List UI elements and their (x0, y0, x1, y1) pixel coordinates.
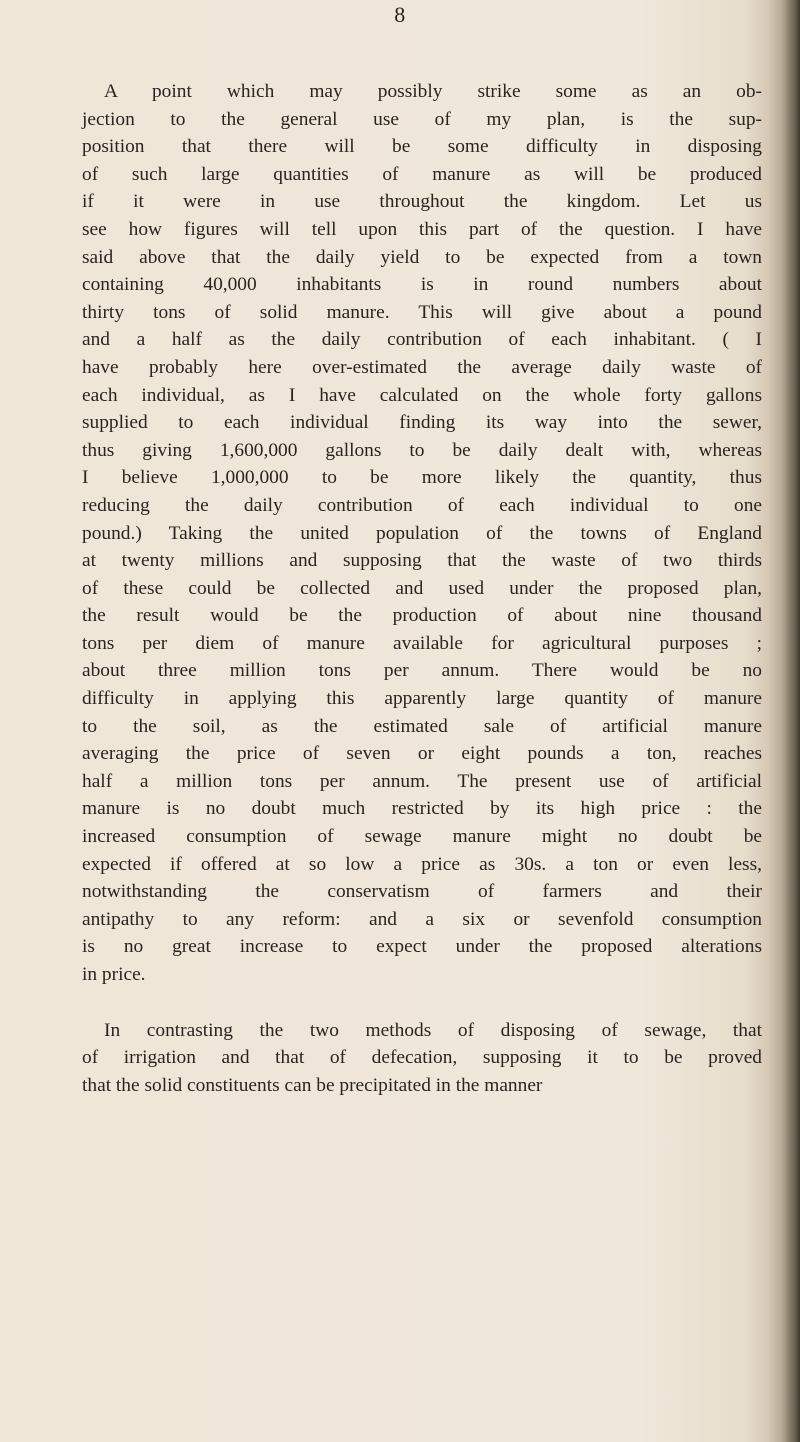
book-gutter-shadow (768, 0, 800, 1442)
text-line: containing 40,000 inhabitants is in round numbers about (82, 274, 762, 296)
text-line: thirty tons of solid manure. This will give about a pound (82, 301, 762, 323)
text-line: increased consumption of sewage manure might no doubt be (82, 826, 762, 848)
text-line: In contrasting the two methods of disposing of sewage, that (104, 1019, 762, 1041)
text-line: averaging the price of seven or eight pounds a ton, reaches (82, 743, 762, 765)
text-line: antipathy to any reform: and a six or sevenfold consumption (82, 908, 762, 930)
text-line: A point which may possibly strike some as an ob- (104, 81, 762, 102)
text-line: notwithstanding the conservatism of farmers and their (82, 881, 762, 903)
text-line: at twenty millions and supposing that the waste of two thirds (82, 550, 762, 572)
text-line: said above that the daily yield to be expected from a town (82, 246, 762, 268)
text-line: is no great increase to expect under the proposed alterations (82, 936, 762, 958)
text-line: that the solid constituents can be precipitated in the manner (82, 1074, 543, 1096)
text-line: pound.) Taking the united population of the towns of England (82, 522, 762, 544)
page-number: 8 (394, 2, 406, 27)
text-line: and a half as the daily contribution of each inhabitant. ( I (82, 329, 762, 351)
text-line: supplied to each individual finding its way into the sewer, (82, 412, 762, 434)
text-line: in price. (82, 964, 146, 985)
text-line: I believe 1,000,000 to be more likely the quantity, thus (82, 467, 762, 489)
text-line: about three million tons per annum. There would be no (82, 660, 762, 682)
paragraph (82, 78, 762, 989)
text-line: to the soil, as the estimated sale of artificial manure (82, 715, 762, 737)
paragraph (82, 1017, 762, 1100)
text-line: the result would be the production of about nine thousand (82, 605, 762, 627)
text-line: of irrigation and that of defecation, supposing it to be proved (82, 1047, 762, 1069)
text-line: have probably here over-estimated the average daily waste of (82, 356, 762, 378)
text-line: see how figures will tell upon this part of the question. I have (82, 218, 762, 240)
text-line: position that there will be some difficulty in disposing (82, 136, 762, 158)
text-line: if it were in use throughout the kingdom. Let us (82, 191, 762, 213)
text-line: manure is no doubt much restricted by its high price : the (82, 798, 762, 820)
text-line: reducing the daily contribution of each individual to one (82, 494, 762, 516)
text-line: of these could be collected and used under the proposed plan, (82, 577, 762, 599)
text-line: each individual, as I have calculated on the whole forty gallons (82, 384, 762, 406)
text-line: thus giving 1,600,000 gallons to be daily dealt with, whereas (82, 439, 762, 461)
text-line: difficulty in applying this apparently large quantity of manure (82, 688, 762, 710)
text-line: tons per diem of manure available for agricultural purposes ; (82, 632, 762, 654)
text-line: expected if offered at so low a price as 30s. a ton or even less, (82, 853, 762, 875)
text-body (82, 78, 762, 1099)
text-line: of such large quantities of manure as will be produced (82, 163, 762, 185)
text-line: jection to the general use of my plan, is the sup- (82, 108, 762, 130)
text-line: half a million tons per annum. The present use of artificial (82, 770, 762, 792)
